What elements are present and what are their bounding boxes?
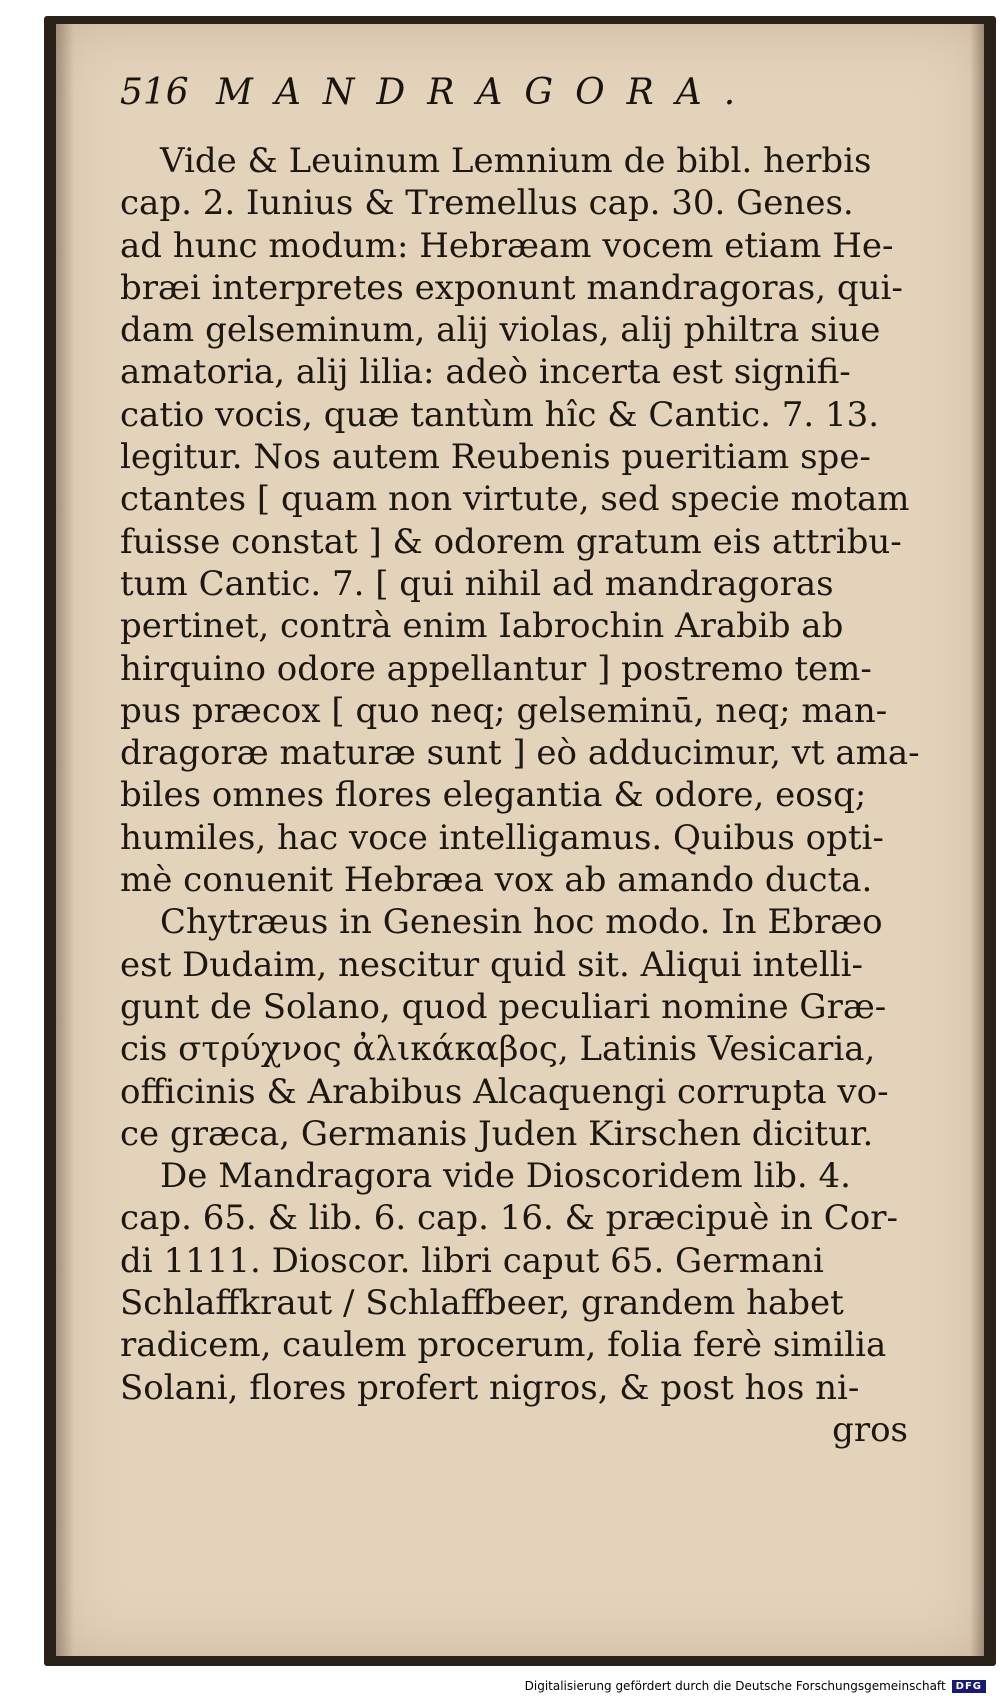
text-line: dam gelseminum, alij violas, alij philtra siue bbox=[120, 310, 881, 351]
text-line: Solani, flores profert nigros, & post hos ni- bbox=[120, 1367, 860, 1408]
text-line: di 1111. Dioscor. libri caput 65. Germani bbox=[120, 1240, 824, 1281]
text-line: ctantes [ quam non virtute, sed specie motam bbox=[120, 479, 910, 520]
text-line: amatoria, alij lilia: adeò incerta est signifi- bbox=[120, 352, 851, 393]
text-line: ad hunc modum: Hebræam vocem etiam He- bbox=[120, 225, 894, 266]
digitization-footer bbox=[0, 1676, 1000, 1696]
text-line: cis στρύχνος ἀλικάκαβος, Latinis Vesicaria, bbox=[120, 1029, 876, 1070]
text-line: est Dudaim, nescitur quid sit. Aliqui intelli- bbox=[120, 944, 863, 985]
text-line: ce græca, Germanis Juden Kirschen dicitur. bbox=[120, 1113, 874, 1154]
text-line: tum Cantic. 7. [ qui nihil ad mandragoras bbox=[120, 563, 834, 604]
dfg-logo: DFG bbox=[952, 1680, 986, 1693]
text-line: hirquino odore appellantur ] postremo tem- bbox=[120, 648, 872, 689]
text-line: catio vocis, quæ tantùm hîc & Cantic. 7. 13. bbox=[120, 394, 880, 435]
text-line: Chytræus in Genesin hoc modo. In Ebræo bbox=[160, 902, 883, 943]
text-line: Schlaffkraut / Schlaffbeer, grandem habet bbox=[120, 1283, 844, 1324]
running-head bbox=[120, 72, 840, 132]
running-title: MANDRAGORA. bbox=[216, 72, 758, 113]
text-line: biles omnes flores elegantia & odore, eosq; bbox=[120, 775, 867, 816]
text-line: mè conuenit Hebræa vox ab amando ducta. bbox=[120, 860, 873, 901]
body-text bbox=[120, 140, 932, 1451]
text-line: De Mandragora vide Dioscoridem lib. 4. bbox=[160, 1156, 851, 1197]
page-number: 516 bbox=[120, 72, 189, 113]
text-line: gunt de Solano, quod peculiari nomine Græ- bbox=[120, 986, 887, 1027]
funding-credit: Digitalisierung gefördert durch die Deutsche Forschungsgemeinschaft bbox=[524, 1679, 946, 1693]
text-line: pertinet, contrà enim Iabrochin Arabib ab bbox=[120, 606, 844, 647]
text-line: humiles, hac voce intelligamus. Quibus opti- bbox=[120, 817, 884, 858]
text-line: radicem, caulem procerum, folia ferè similia bbox=[120, 1325, 887, 1366]
text-line: legitur. Nos autem Reubenis pueritiam spe- bbox=[120, 437, 871, 478]
text-line: dragoræ maturæ sunt ] eò adducimur, vt ama- bbox=[120, 733, 920, 774]
gutter-shadow bbox=[56, 24, 74, 1656]
text-line: Vide & Leuinum Lemnium de bibl. herbis bbox=[160, 141, 872, 181]
text-line: pus præcox [ quo neq; gelseminū, neq; man- bbox=[120, 690, 888, 731]
text-line: cap. 65. & lib. 6. cap. 16. & præcipuè in Cor- bbox=[120, 1198, 898, 1239]
text-line: officinis & Arabibus Alcaquengi corrupta vo- bbox=[120, 1071, 889, 1112]
text-line: cap. 2. Iunius & Tremellus cap. 30. Genes. bbox=[120, 183, 854, 224]
text-line: fuisse constat ] & odorem gratum eis attribu- bbox=[120, 521, 902, 562]
catchword: gros bbox=[832, 1409, 908, 1450]
text-line: bræi interpretes exponunt mandragoras, qui- bbox=[120, 267, 903, 308]
